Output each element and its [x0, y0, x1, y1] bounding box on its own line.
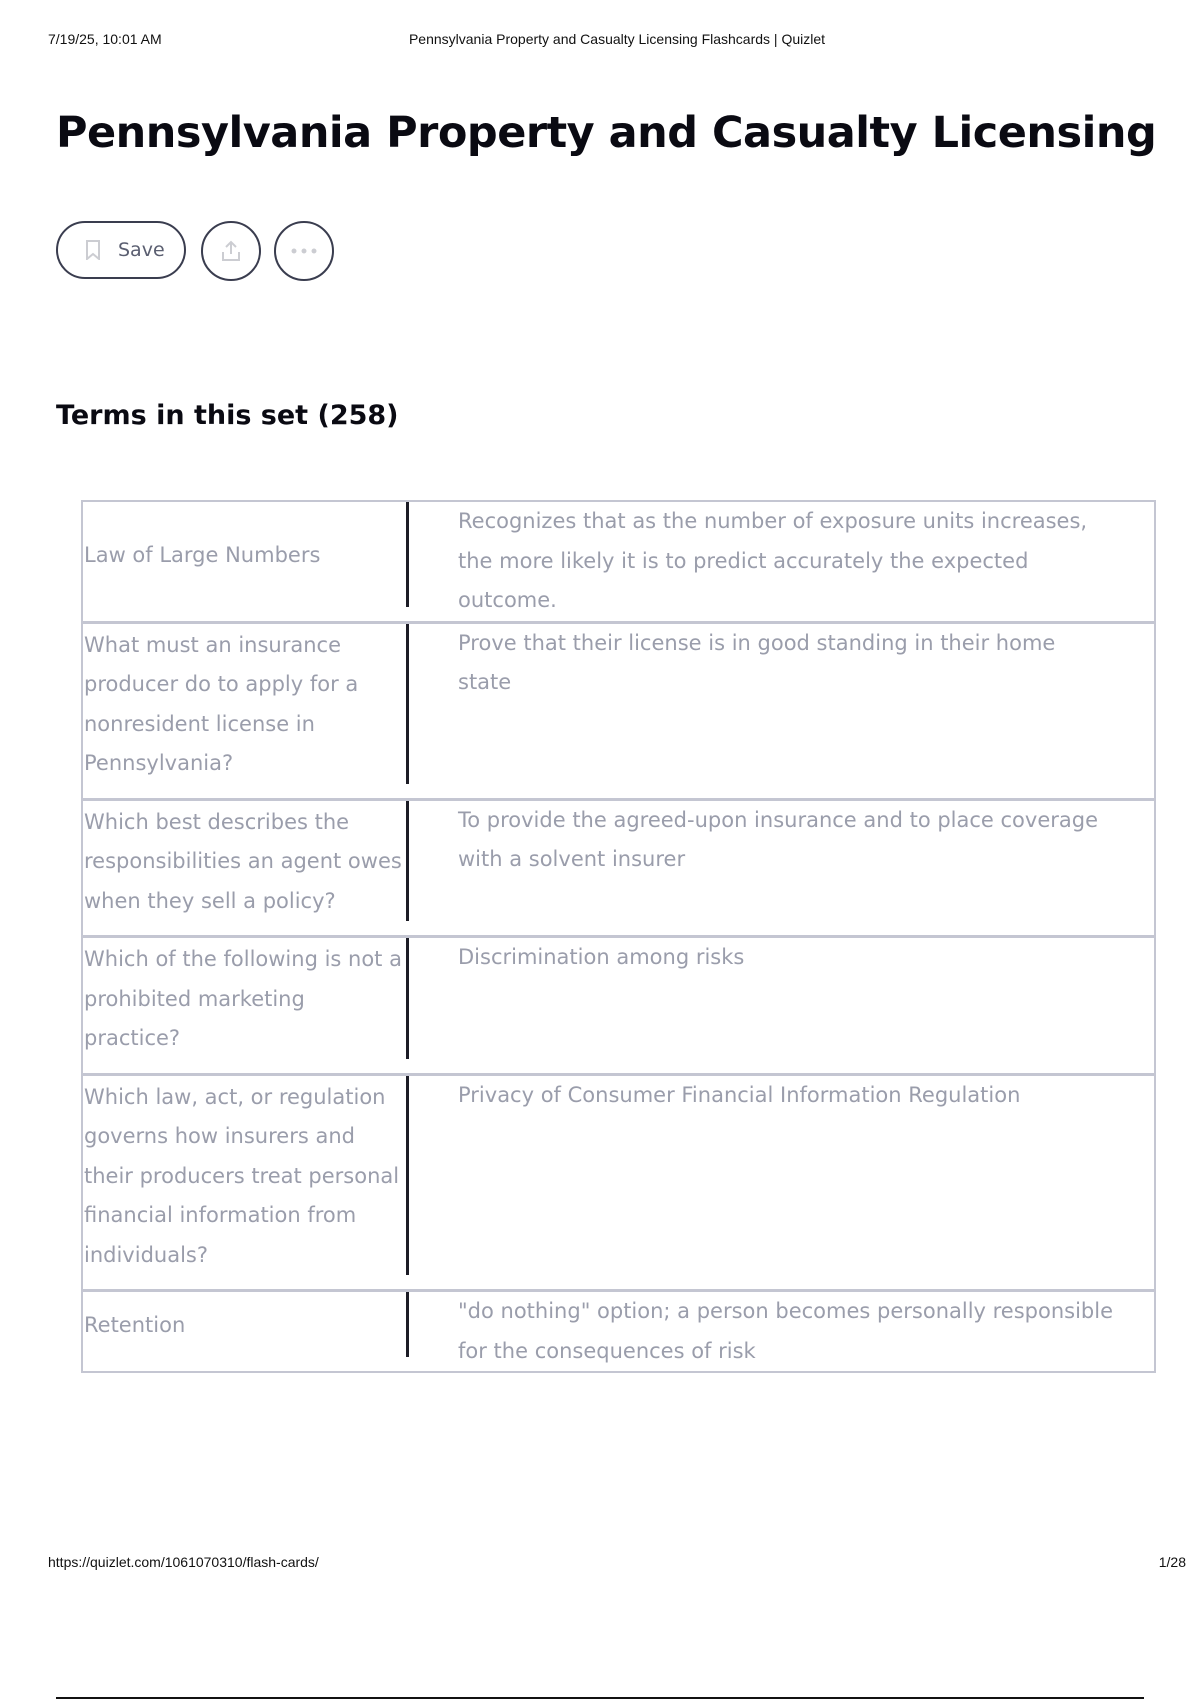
print-page-number: 1/28	[1158, 1554, 1186, 1570]
print-header	[48, 31, 1186, 51]
terms-heading: Terms in this set (258)	[56, 400, 399, 431]
term-text: Retention	[82, 1291, 409, 1373]
term-row	[82, 1291, 1155, 1373]
definition-text: Discrimination among risks	[409, 937, 1155, 1075]
share-button[interactable]	[201, 221, 261, 281]
term-row	[82, 622, 1155, 799]
save-button-label: Save	[118, 239, 165, 261]
definition-text: "do nothing" option; a person becomes personally responsible for the consequences of risk	[409, 1291, 1155, 1373]
definition-text: Recognizes that as the number of exposure units increases, the more likely it is to predict accurately the expected outcome.	[409, 501, 1155, 622]
print-date: 7/19/25, 10:01 AM	[48, 31, 162, 47]
term-row	[82, 799, 1155, 937]
term-row	[82, 1074, 1155, 1291]
term-text: Which law, act, or regulation governs how insurers and their producers treat personal financial information from individuals?	[82, 1074, 409, 1291]
term-text: Which of the following is not a prohibited marketing practice?	[82, 937, 409, 1075]
print-url: https://quizlet.com/1061070310/flash-cards/	[48, 1554, 319, 1570]
term-text: Which best describes the responsibilities an agent owes when they sell a policy?	[82, 799, 409, 937]
term-row	[82, 937, 1155, 1075]
term-text: Law of Large Numbers	[82, 501, 409, 622]
terms-table	[81, 500, 1156, 1373]
definition-text: To provide the agreed-upon insurance and to place coverage with a solvent insurer	[409, 799, 1155, 937]
print-page-title: Pennsylvania Property and Casualty Licensing Flashcards | Quizlet	[408, 31, 826, 47]
share-icon	[219, 239, 243, 263]
bookmark-icon	[86, 240, 100, 260]
save-button[interactable]	[56, 221, 186, 279]
term-text: What must an insurance producer do to apply for a nonresident license in Pennsylvania?	[82, 622, 409, 799]
print-footer	[48, 1554, 1186, 1574]
definition-text: Prove that their license is in good standing in their home state	[409, 622, 1155, 799]
more-icon	[291, 247, 317, 255]
page-title: Pennsylvania Property and Casualty Licensing	[56, 108, 1157, 158]
term-row	[82, 501, 1155, 622]
more-options-button[interactable]	[274, 221, 334, 281]
definition-text: Privacy of Consumer Financial Information Regulation	[409, 1074, 1155, 1291]
page-divider	[56, 1697, 1144, 1699]
